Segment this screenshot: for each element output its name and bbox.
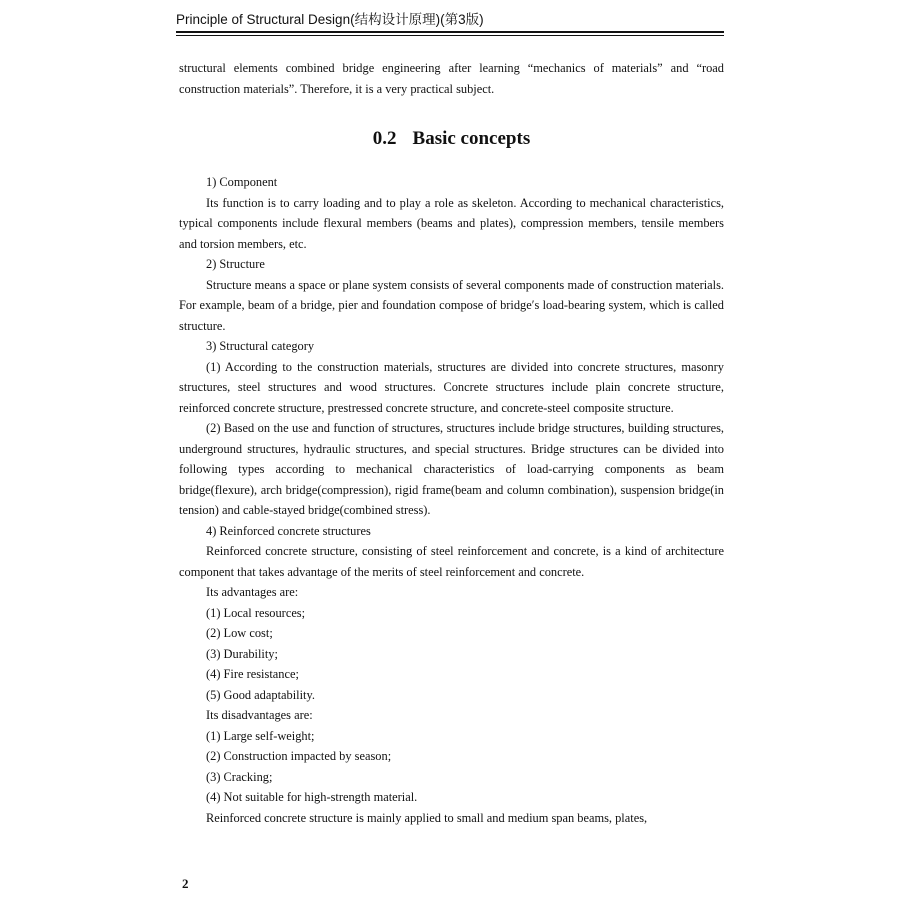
- disadvantage-item: (4) Not suitable for high-strength material.: [206, 790, 418, 804]
- component-paragraph: Its function is to carry loading and to play a role as skeleton. According to mechanical characteristics, typical components include flexural members (beams and plates), compression members, tensile members and torsion members, etc.: [179, 195, 724, 251]
- section-title-text: Basic concepts: [412, 128, 531, 149]
- structure-heading: 2) Structure: [206, 257, 265, 271]
- header-rule-thin: [176, 35, 724, 36]
- header-rule-thick: [176, 31, 724, 33]
- rc-heading: 4) Reinforced concrete structures: [206, 523, 371, 538]
- advantage-item: (3) Durability;: [206, 646, 278, 661]
- running-header: Principle of Structural Design(结构设计原理)(第3版): [176, 12, 484, 27]
- page-number: 2: [182, 876, 189, 891]
- disadvantage-item: (3) Cracking;: [206, 769, 273, 784]
- disadvantage-item: (2) Construction impacted by season;: [206, 749, 392, 763]
- category-heading: 3) Structural category: [206, 339, 315, 353]
- disadvantage-item: (1) Large self-weight;: [206, 728, 315, 743]
- structure-paragraph: Structure means a space or plane system consists of several components made of construction materials. For example, beam of a bridge, pier and foundation compose of bridge′s load-bearing system, which is called structure.: [179, 277, 724, 333]
- final-paragraph: Reinforced concrete structure is mainly applied to small and medium span beams, plates,: [206, 810, 648, 825]
- advantage-item: (5) Good adaptability.: [206, 687, 315, 702]
- advantages-intro: Its advantages are:: [206, 585, 299, 599]
- advantage-item: (4) Fire resistance;: [206, 667, 299, 681]
- disadvantages-intro: Its disadvantages are:: [206, 708, 313, 722]
- intro-paragraph: structural elements combined bridge engineering after learning “mechanics of materials” and “road construction materials”. Therefore, it is a very practical subject.: [179, 61, 724, 96]
- section-title: [179, 128, 724, 150]
- section-number: 0.2: [372, 128, 397, 149]
- page-body: [179, 58, 724, 828]
- rc-paragraph: Reinforced concrete structure, consisting of steel reinforcement and concrete, is a kind of architecture component that takes advantage of the merits of steel reinforcement and concrete.: [179, 544, 724, 579]
- category-paragraph-1: (1) According to the construction materials, structures are divided into concrete structures, masonry structures, steel structures and wood structures. Concrete structures include plain concrete structure, reinforced concrete structure, prestressed concrete structure, and concrete-steel composite structure.: [179, 359, 724, 415]
- component-heading: 1) Component: [206, 175, 278, 189]
- advantage-item: (2) Low cost;: [206, 626, 273, 640]
- category-paragraph-2: (2) Based on the use and function of structures, structures include bridge structures, building structures, underground structures, hydraulic structures, and special structures. Bridge structures can be divided into following types according to mechanical characteristics of load-carrying components as beam bridge(flexure), arch bridge(compression), rigid frame(beam and column combination), suspension bridge(in tension) and cable-stayed bridge(combined stress).: [179, 421, 724, 517]
- advantage-item: (1) Local resources;: [206, 605, 306, 620]
